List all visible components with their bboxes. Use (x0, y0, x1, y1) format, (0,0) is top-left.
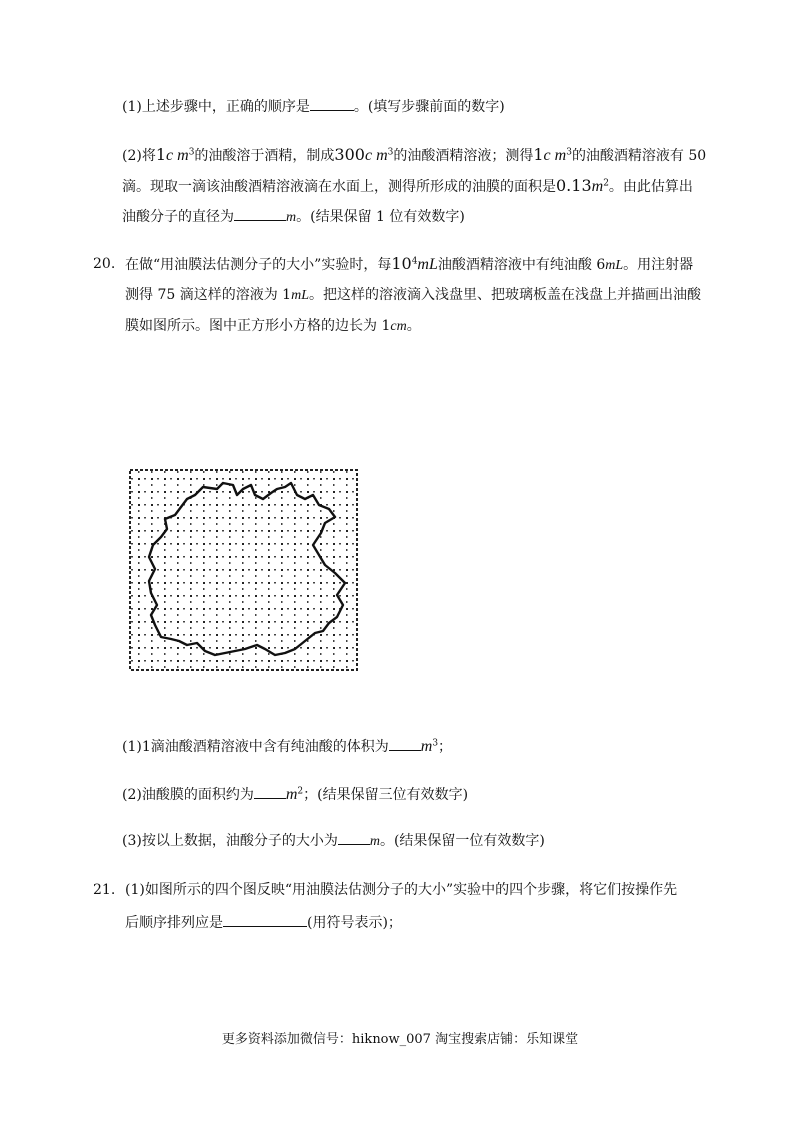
value: 10 (391, 254, 412, 273)
q19-part2-line1 (122, 145, 706, 166)
unit: m (420, 738, 433, 755)
exponent: 2 (603, 178, 609, 189)
part-number: (1) (122, 739, 142, 755)
unit: m (285, 786, 298, 803)
unit: m (286, 210, 297, 225)
part-number: (2) (122, 148, 142, 164)
text: 将 (141, 148, 156, 164)
q21-line1: (1)如图所示的四个图反映“用油膜法估测分子的大小”实验中的四个步骤，将它们按操作先 (125, 882, 678, 898)
question-number-20: 20. (93, 256, 116, 272)
text: 。(结果保留 1 位有效数字) (296, 209, 465, 225)
text: 膜如图所示。图中正方形小方格的边长为 1 (125, 318, 391, 334)
q20-part2 (122, 784, 468, 805)
text: 油酸膜的面积约为 (141, 787, 254, 803)
answer-blank[interactable] (234, 206, 286, 221)
q20-line2 (125, 285, 701, 306)
q20-part3 (122, 830, 545, 852)
exponent: 3 (387, 147, 394, 158)
answer-blank[interactable] (389, 736, 421, 751)
text: 。用注射器 (623, 257, 694, 273)
q20-line1 (125, 254, 693, 276)
text: ；(结果保留三位有效数字) (303, 787, 469, 803)
answer-blank[interactable] (338, 830, 370, 845)
part-number: (3) (122, 833, 142, 849)
q20-part1 (122, 736, 452, 757)
text: 测得 75 滴这样的溶液为 1 (125, 287, 292, 303)
exponent: 3 (432, 738, 439, 749)
q20-line3 (125, 316, 421, 337)
grid-pattern (130, 470, 357, 670)
unit: mL (605, 258, 624, 273)
q19-part1 (122, 96, 505, 117)
text: (用符号表示)； (307, 915, 402, 931)
oil-film-grid-figure (125, 465, 365, 675)
text: 油酸酒精溶液中有纯油酸 6 (437, 257, 606, 273)
q19-part2-line3 (122, 206, 465, 228)
value: 300 (334, 145, 365, 164)
value: 1 (155, 145, 167, 164)
answer-blank[interactable] (254, 784, 286, 799)
unit: mL (417, 256, 438, 273)
exponent: 4 (411, 256, 418, 267)
answer-blank[interactable] (310, 96, 354, 111)
exponent: 3 (188, 147, 195, 158)
text: 的油酸溶于酒精，制成 (194, 148, 335, 164)
text: 的油酸酒精溶液有 50 (571, 148, 707, 164)
footer-text: 更多资料添加微信号：hiknow_007 淘宝搜索店铺：乐知课堂 (221, 1032, 579, 1047)
q19-part2-line2 (122, 176, 693, 197)
exponent: 2 (297, 786, 304, 797)
unit: mL (291, 288, 309, 303)
text: 。由此估算出 (608, 179, 693, 195)
text: 1滴油酸酒精溶液中含有纯油酸的体积为 (141, 739, 389, 755)
text: 滴。现取一滴该油酸酒精溶液滴在水面上，测得所形成的油膜的面积是 (122, 179, 556, 195)
unit: m (591, 178, 604, 195)
question-text: 。(填写步骤前面的数字) (353, 99, 505, 115)
answer-blank[interactable] (223, 912, 307, 927)
unit: c m (364, 147, 388, 164)
unit: c m (166, 147, 189, 164)
question-text: 上述步骤中，正确的顺序是 (141, 99, 310, 115)
text: 。 (406, 318, 421, 334)
part-number: (2) (122, 787, 142, 803)
text: 的油酸酒精溶液；测得 (393, 148, 534, 164)
q21-line2 (125, 912, 402, 933)
value: 1 (533, 145, 544, 164)
text: 。把这样的溶液滴入浅盘里、把玻璃板盖在浅盘上并描画出油酸 (308, 287, 701, 303)
text: 按以上数据，油酸分子的大小为 (141, 833, 338, 849)
text: ； (438, 739, 453, 755)
unit: m (369, 834, 380, 849)
unit: c m (543, 147, 567, 164)
question-number-21: 21. (93, 882, 116, 898)
exponent: 3 (566, 147, 572, 158)
unit: cm (390, 319, 407, 334)
text: 在做“用油膜法估测分子的大小”实验时，每 (125, 257, 392, 273)
value: 0.13 (556, 176, 592, 195)
text: 油酸分子的直径为 (122, 209, 234, 225)
part-number: (1) (122, 99, 142, 115)
text: 后顺序排列应是 (125, 915, 223, 931)
text: 。(结果保留一位有效数字) (379, 833, 545, 849)
